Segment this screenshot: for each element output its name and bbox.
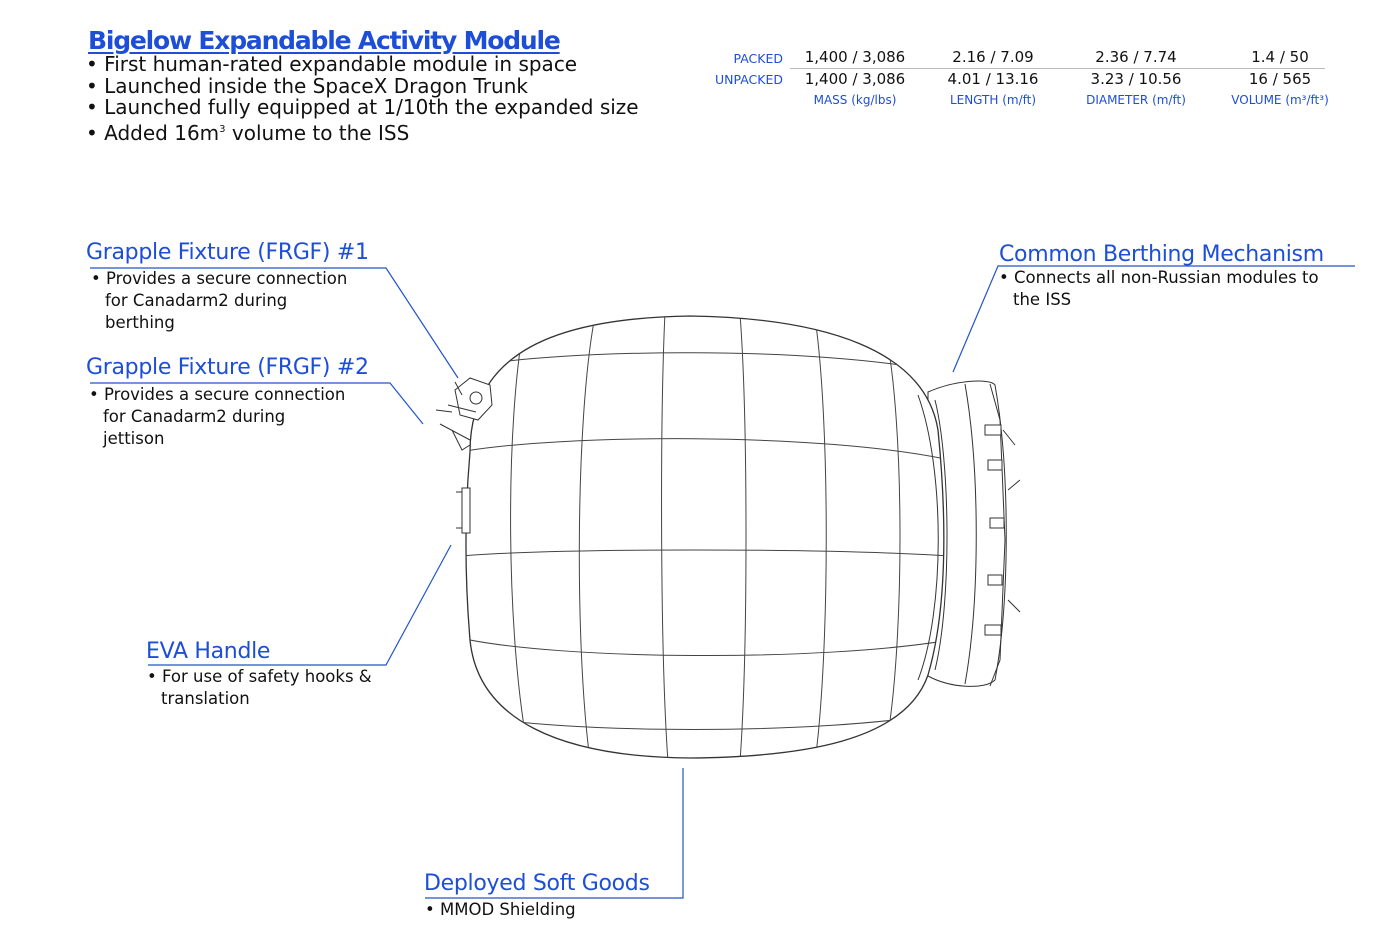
callout-text-frgf1 (91, 268, 347, 334)
callout-text-eva (147, 666, 372, 710)
callout-text-cbm (999, 267, 1319, 311)
spec-diameter-unpacked: 3.23 / 10.56 (1090, 70, 1182, 88)
row-label-packed: PACKED (733, 51, 783, 66)
feature-text: Added 16m (104, 120, 220, 145)
callout-text-frgf2 (89, 384, 345, 450)
spec-length-packed: 2.16 / 7.09 (952, 48, 1034, 66)
callout-line: • Provides a secure connection (89, 384, 345, 406)
page-title: Bigelow Expandable Activity Module (88, 26, 560, 55)
callout-title-soft-goods: Deployed Soft Goods (424, 871, 650, 896)
callout-line: • Provides a secure connection (91, 268, 347, 290)
column-label-diameter: DIAMETER (m/ft) (1086, 93, 1186, 107)
spec-length-unpacked: 4.01 / 13.16 (947, 70, 1039, 88)
callout-line: translation (161, 689, 250, 708)
callout-line: berthing (105, 313, 175, 332)
callout-title-frgf1: Grapple Fixture (FRGF) #1 (86, 240, 369, 265)
callout-title-cbm: Common Berthing Mechanism (999, 242, 1324, 267)
callout-line: jettison (103, 429, 165, 448)
callout-text-soft-goods (425, 899, 576, 921)
superscript: 3 (219, 123, 226, 135)
spec-mass-unpacked: 1,400 / 3,086 (804, 70, 906, 88)
spec-volume-unpacked: 16 / 565 (1248, 70, 1312, 88)
spec-diameter-packed: 2.36 / 7.74 (1095, 48, 1177, 66)
callout-line: • Connects all non-Russian modules to (999, 267, 1319, 289)
spec-volume-packed: 1.4 / 50 (1251, 48, 1309, 66)
callout-line: the ISS (1013, 290, 1072, 309)
column-label-mass: MASS (kg/lbs) (813, 93, 897, 107)
callout-title-eva: EVA Handle (146, 639, 271, 664)
soft-goods-body (460, 312, 950, 762)
feature-item: • Launched fully equipped at 1/10th the expanded size (86, 97, 639, 119)
column-label-length: LENGTH (m/ft) (949, 93, 1037, 107)
callout-line: • MMOD Shielding (425, 899, 576, 921)
callout-title-frgf2: Grapple Fixture (FRGF) #2 (86, 355, 369, 380)
column-label-volume: VOLUME (m³/ft³) (1231, 93, 1329, 107)
eva-handle (456, 488, 470, 533)
feature-item: • Launched inside the SpaceX Dragon Trunk (86, 76, 639, 98)
callout-line: for Canadarm2 during (105, 291, 288, 310)
spec-mass-packed: 1,400 / 3,086 (804, 48, 906, 66)
feature-item: • First human-rated expandable module in space (86, 54, 639, 76)
row-label-unpacked: UNPACKED (714, 72, 783, 87)
callout-line: for Canadarm2 during (103, 407, 286, 426)
feature-text: volume to the ISS (225, 120, 410, 145)
callout-line: • For use of safety hooks & (147, 666, 372, 688)
